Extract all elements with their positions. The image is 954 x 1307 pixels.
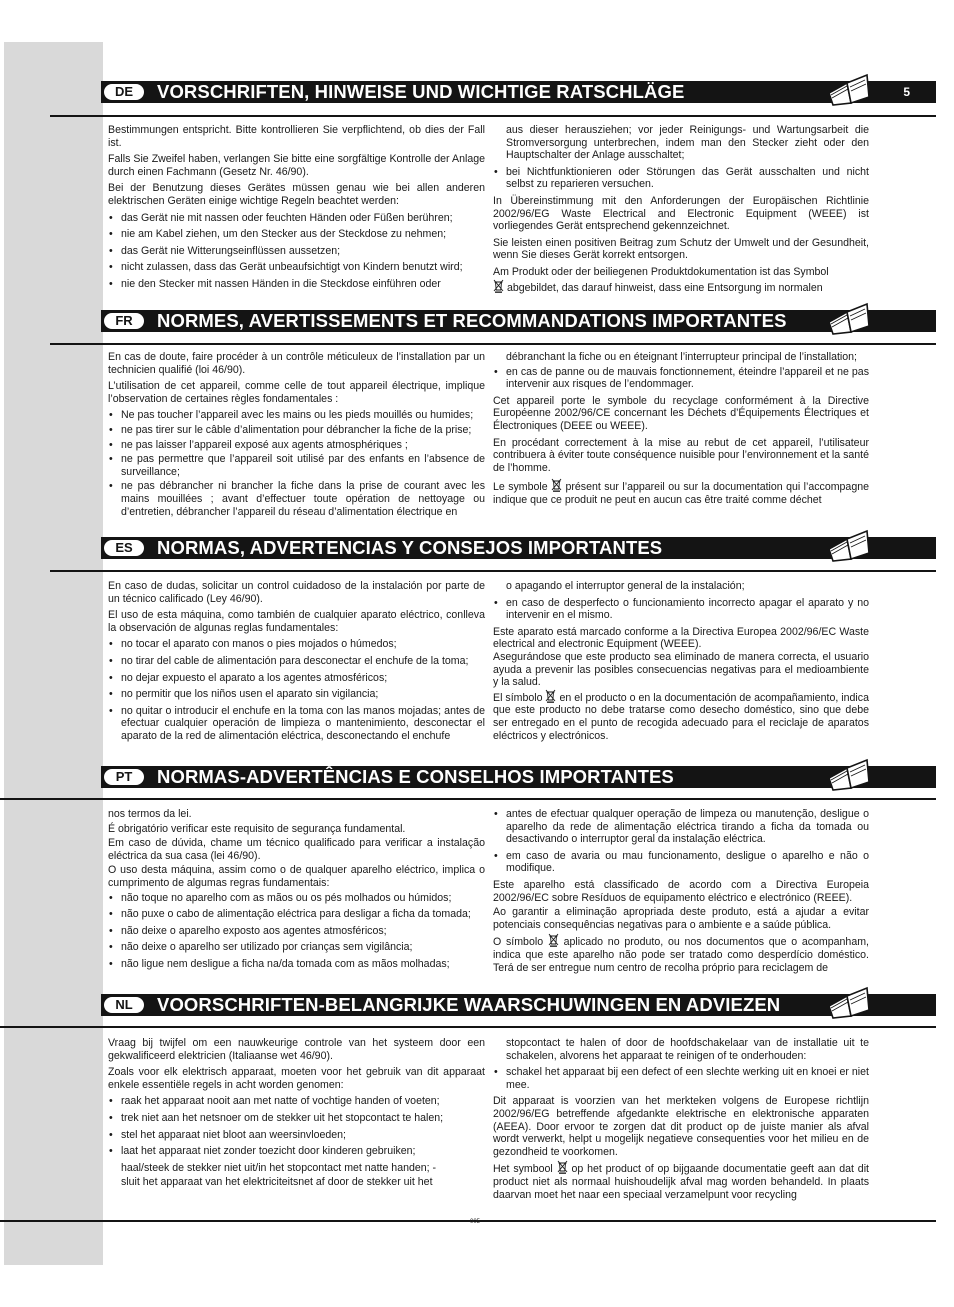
section-header-bar [101,81,936,103]
divider [50,343,936,345]
section-title: NORMES, AVERTISSEMENTS ET RECOMMANDATIONS IMPORTANTES [157,310,787,331]
lang-badge: NL [101,995,147,1015]
es-left-column: En caso de dudas, solicitar un control cuidadoso de la instalación por parte de un técnico calificado (Ley 46/90). El uso de esta máquina, como también de cualquier aparato eléctrico, conlleva la observación de algunas reglas fundamentales: • no tocar el aparato con manos o pies mojados o húmedos; • no tirar del cable de alimentación para desconectar el enchufe de la toma; • no dejar expuesto el aparato a los agentes atmosféricos; • no permitir que los niños usen el aparato sin vigilancia; • no quitar o introducir el enchufe en la toma con las manos mojadas; antes de efectuar cualquier operación de limpieza o mantenimiento, desconectar el aparato de la red de alimentación eléctrica, desconectando el enchufe [108,580,485,747]
section-header-bar [101,310,936,332]
open-book-icon [827,986,871,1020]
lang-badge: DE [101,82,147,102]
lang-badge: ES [101,538,147,558]
section-title: NORMAS-ADVERTÊNCIAS E CONSELHOS IMPORTANTES [157,766,674,787]
open-book-icon [827,529,871,563]
divider [50,115,936,117]
weee-bin-icon [545,689,556,703]
de-left-column: Bestimmungen entspricht. Bitte kontrollieren Sie verpflichtend, ob dies der Fall ist. Falls Sie Zweifel haben, verlangen Sie bitte eine sorgfältige Kontrolle der Anlage durch einen Fachmann (Gesetz Nr. 46/90). Bei der Benutzung dieses Gerätes müssen genau wie bei allen anderen elektrischen Geräten einige wichtige Regeln beachtet werden: • das Gerät nie mit nassen oder feuchten Händen oder Füßen berühren; • nie am Kabel ziehen, um den Stecker aus der Steckdose zu nehmen; • das Gerät nie Witterungseinflüssen aussetzen; • nicht zulassen, dass das Gerät unbeaufsichtigt von Kindern benutzt wird; • nie den Stecker mit nassen Händen in die Steckdose einführen oder [108,124,485,295]
de-right-column: aus dieser herausziehen; vor jeder Reinigungs- und Wartungsarbeit die Stromversorgung unterbrechen, indem man den Stecker zieht oder den Hauptschalter der Anlage ausschaltet; • bei Nichtfunktionieren oder Störungen das Gerät ausschalten und nicht selbst zu reparieren versuchen. In Übereinstimmung mit den Anforderungen der Europäischen Richtlinie 2002/96/EG Waste Electrical and Electronic Equipment (WEEE) ist vorliegendes Gerät entsprechend gekennzeichnet. Sie leisten einen positiven Beitrag zum Schutz der Umwelt und der Gesundheit, wenn Sie dieses Gerät korrekt entsorgen. Am Produkt oder der beiliegenen Produktdokumentation ist das Symbol abgebildet, das darauf hinweist, dass eine Entsorgung im normalen [493,124,869,294]
divider [0,798,936,800]
nl-right-column: stopcontact te halen of door de hoofdschakelaar van de installatie uit te schakelen, alvorens het apparaat te reinigen of te onderhouden: • schakel het apparaat bij een defect of een slechte werking uit en knoei er niet mee. Dit apparaat is voorzien van het merkteken volgens de Europese richtlijn 2002/96/EG betreffende afgedankte elektrische en elektronische apparaten (AEEA). Door ervoor te zorgen dat dit product op de juiste manier als afval wordt verwerkt, helpt u mogelijk negatieve consequenties voor het milieu en de gezondheid te voorkomen. Het symbool op het product of op bijgaande documentatie geeft aan dat dit product niet als normaal huishoudelijk afval mag worden behandeld. In plaats daarvan moet het naar een speciaal verzamelpunt voor recycling [493,1037,869,1201]
fr-left-column: En cas de doute, faire procéder à un contrôle méticuleux de l’installation par un technicien qualifié (loi 46/90). L’utilisation de cet appareil, comme celle de tout appareil électrique, implique l’observation de certaines règles fondamentales : • Ne pas toucher l’appareil avec les mains ou les pieds mouillés ou humides; • ne pas tirer sur le câble d’alimentation pour débrancher la fiche de la prise; • ne pas laisser l’appareil exposé aux agents atmosphériques ; • ne pas permettre que l’appareil soit utilisé par des enfants en l’absence de surveillance; • ne pas débrancher ni brancher la fiche dans la prise de courant avec les mains mouillées ; avant d’effectuer toute opération de nettoyage ou d’entretien, débrancher l’appareil du réseau d’alimentation électrique en [108,351,485,520]
margin-strip [4,42,103,1265]
open-book-icon [827,758,871,792]
fr-right-column: débranchant la fiche ou en éteignant l’interrupteur principal de l’installation; • en cas de panne ou de mauvais fonctionnement, éteindre l’appareil et ne pas intervenir aux risques de l’endommager. Cet appareil porte le symbole du recyclage conformément à la Directive Européenne 2002/96/CE concernant les Déchets d’Équipements Électriques et Électroniques (DEEE ou WEEE). En procédant correctement à la mise au rebut de cet appareil, l’utilisateur contribuera à éviter toute conséquence nuisible pour l’environnement et la santé de l’homme. Le symbole présent sur l’appareil ou sur la documentation qui l’accompagne indique que ce produit ne peut en aucun cas être traité comme déchet [493,351,869,507]
lang-badge: FR [101,311,147,331]
weee-bin-icon [548,933,559,947]
section-title: NORMAS, ADVERTENCIAS Y CONSEJOS IMPORTANTES [157,537,663,558]
pt-left-column: nos termos da lei. É obrigatório verificar este requisito de segurança fundamental. Em caso de dúvida, chame um técnico qualificado para verificar a instalação eléctrica da sua casa (lei 46/90). O uso desta máquina, assim como o de qualquer aparelho eléctrico, implica o cumprimento de algumas regras fundamentais: • não toque no aparelho com as mãos ou os pés molhados ou húmidos; • não puxe o cabo de alimentação eléctrica para desligar a ficha da tomada; • não deixe o aparelho exposto aos agentes atmosféricos; • não deixe o aparelho ser utilizado por crianças sem vigilância; • não ligue nem desligue a ficha na/da tomada com as mãos molhadas; [108,808,485,975]
es-right-column: o apagando el interruptor general de la instalación; • en caso de desperfecto o funcionamiento incorrecto apagar el aparato y no intervenir en el mismo. Este aparato está marcado conforme a la Directiva Europea 2002/96/EC Waste electrical and electronic Equipment (WEEE). Asegurándose que este producto sea eliminado de manera correcta, el usuario ayuda a prevenir las posibles consecuencias negativas para el medioambiente y la salud. El símbolo en el producto o en la documentación de acompañamiento, indica que este producto no debe tratarse como desecho doméstico, sino que debe ser entregado en el punto de recogida adecuado para el reciclaje de aparatos eléctricos y electrónicos. [493,580,869,742]
page-number: 5 [903,85,910,99]
bottom-divider [0,1220,936,1222]
open-book-icon [827,302,871,336]
weee-bin-icon [557,1160,568,1174]
section-header-bar [101,766,936,788]
divider [0,1026,936,1028]
nl-left-column: Vraag bij twijfel om een nauwkeurige controle van het systeem door een gekwalificeerd elektricien (Italiaanse wet 46/90). Zoals voor elk elektrisch apparaat, moeten voor het gebruik van dit apparaat enkele essentiële regels in acht worden genomen: • raak het apparaat nooit aan met natte of vochtige handen of voeten; • trek niet aan het netsnoer om de stekker uit het stopcontact te halen; • stel het apparaat niet bloot aan weersinvloeden; • laat het apparaat niet zonder toezicht door kinderen gebruiken; haal/steek de stekker niet uit/in het stopcontact met natte handen; - sluit het apparaat van het elektriciteitsnet af door de stekker uit het [108,1037,485,1193]
section-title: VORSCHRIFTEN, HINWEISE UND WICHTIGE RATSCHLÄGE [157,81,685,102]
section-header-bar [101,994,936,1016]
weee-bin-icon [493,279,504,293]
section-title: VOORSCHRIFTEN-BELANGRIJKE WAARSCHUWINGEN EN ADVIEZEN [157,994,781,1015]
open-book-icon [827,73,871,107]
footer-code: 005 [470,1219,481,1225]
divider [50,570,936,572]
pt-right-column: • antes de efectuar qualquer operação de limpeza ou manutenção, desligue o aparelho da rede de alimentação eléctrica tirando a ficha da tomada ou desactivando o interruptor geral da instalação eléctrica. • em caso de avaria ou mau funcionamento, desligue o aparelho e não o modifique. Este aparelho está classificado de acordo com a Directiva Europeia 2002/96/EC sobre Resíduos de equipamento eléctrico e electrónico (REEE). Ao garantir a eliminação apropriada deste produto, está a ajudar a evitar potenciais consequências negativas para o ambiente e a saúde pública. O símbolo aplicado no produto, ou nos documentos que o acompanham, indica que este aparelho não pode ser tratado como desperdício doméstico. Terá de ser entregue num centro de recolha próprio para reciclagem de [493,808,869,974]
section-header-bar [101,537,936,559]
weee-bin-icon [551,478,562,492]
lang-badge: PT [101,767,147,787]
